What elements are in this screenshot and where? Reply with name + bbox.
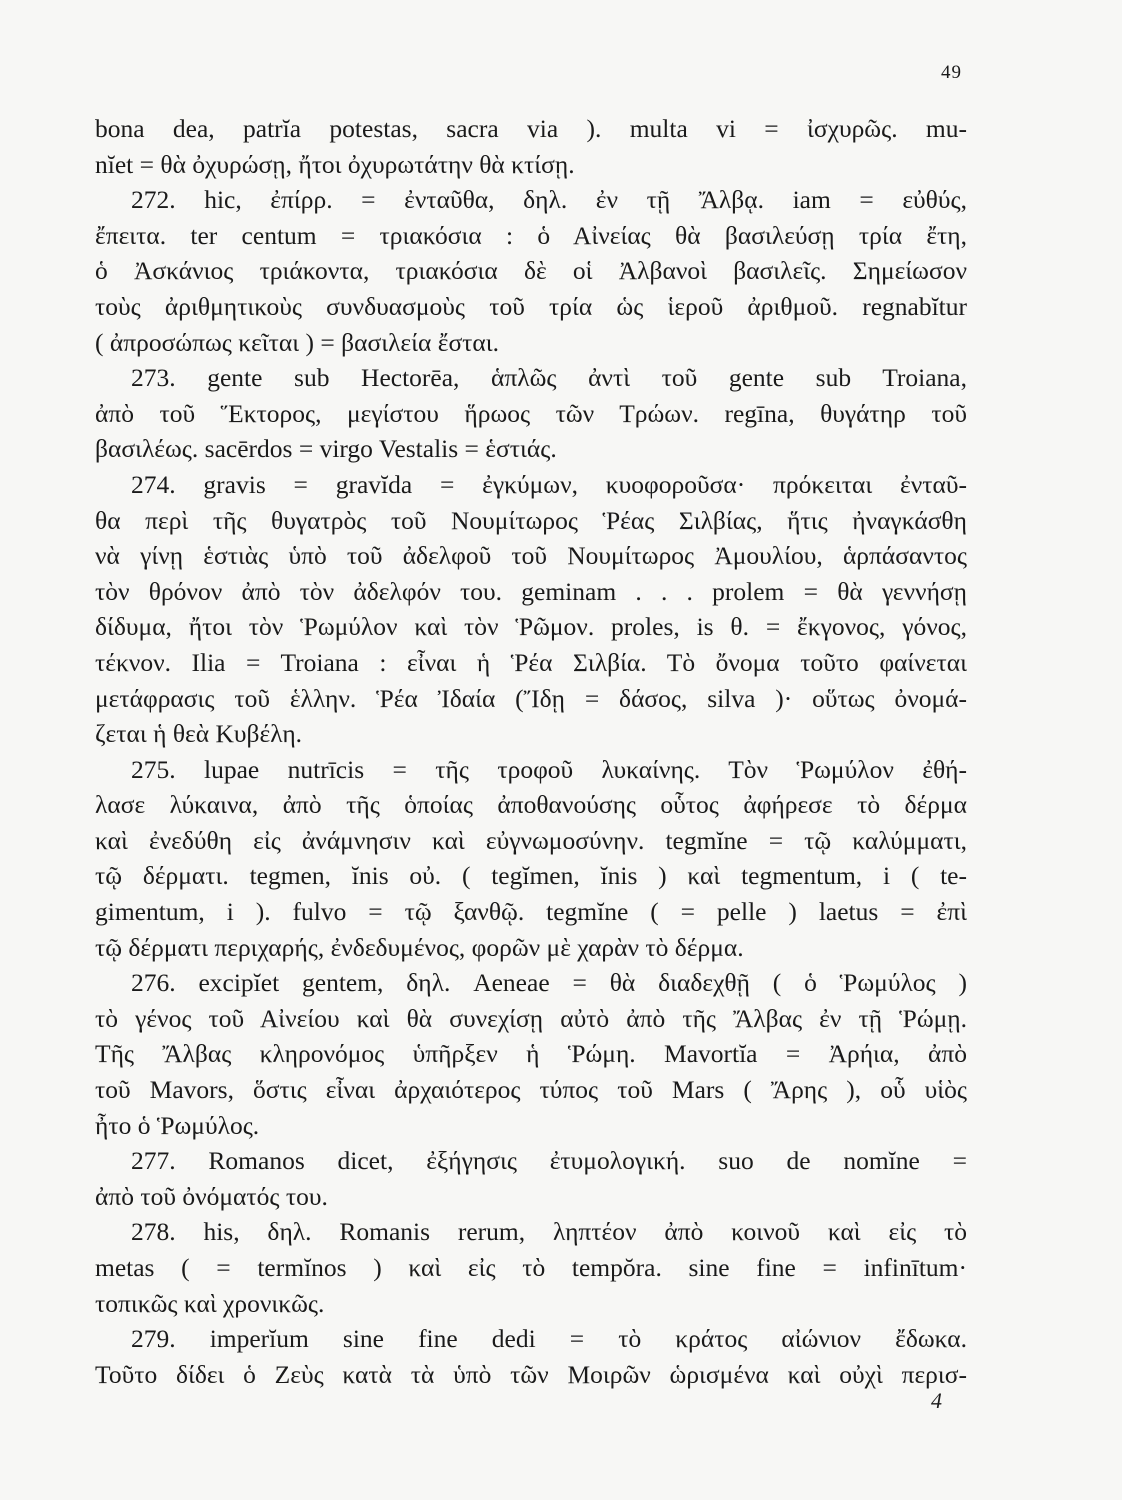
text-line: 275. lupae nutrīcis = τῆς τροφοῦ λυκαίνης. Τὸν Ῥωμύλον ἐθή-: [131, 754, 967, 784]
text-line: 279. imperĭum sine fine dedi = τὸ κράτος αἰώνιον ἔδωκα.: [131, 1324, 967, 1354]
text-line: bona dea, patrĭa potestas, sacra via ). multa vi = ἰσχυρῶς. mu-: [95, 114, 967, 143]
text-line: metas ( = termĭnos ) καὶ εἰς τὸ tempŏra. sine fine = infinītum·: [95, 1253, 967, 1282]
signature-mark: 4: [931, 1388, 942, 1413]
text-line: ἀπὸ τοῦ ὀνόματός του.: [95, 1181, 328, 1211]
text-line: 274. gravis = gravĭda = ἐγκύμων, κυοφοροῦσα· πρόκειται ἐνταῦ-: [131, 469, 967, 499]
text-line: θα περὶ τῆς θυγατρὸς τοῦ Νουμίτωρος Ῥέας Σιλβίας, ἥτις ἠναγκάσθη: [95, 505, 967, 535]
text-line: τοὺς ἀριθμητικοὺς συνδυασμοὺς τοῦ τρία ὡς ἱεροῦ ἀριθμοῦ. regnabĭtur: [95, 291, 967, 321]
text-line: καὶ ἐνεδύθη εἰς ἀνάμνησιν καὶ εὐγνωμοσύνην. tegmĭne = τῷ καλύμματι,: [95, 825, 967, 855]
text-line: 277. Romanos dicet, ἐξήγησις ἐτυμολογική. suo de nomĭne =: [131, 1146, 967, 1176]
text-line: Τοῦτο δίδει ὁ Ζεὺς κατὰ τὰ ὑπὸ τῶν Μοιρῶν ὡρισμένα καὶ οὐχὶ περισ-: [95, 1359, 967, 1389]
text-line: τῷ δέρματι. tegmen, ĭnis οὐ. ( tegĭmen, ĭnis ) καὶ tegmentum, i ( te-: [95, 861, 967, 891]
text-line: τὸ γένος τοῦ Αἰνείου καὶ θὰ συνεχίσῃ αὐτὸ ἀπὸ τῆς Ἄλβας ἐν τῇ Ῥώμῃ.: [95, 1003, 967, 1033]
text-line: τὸν θρόνον ἀπὸ τὸν ἀδελφόν του. geminam . . . prolem = θὰ γεννήσῃ: [95, 576, 967, 606]
text-line: τῷ δέρματι περιχαρής, ἐνδεδυμένος, φορῶν μὲ χαρὰν τὸ δέρμα.: [95, 932, 744, 962]
text-line: 276. excipĭet gentem, δηλ. Aeneae = θὰ διαδεχθῇ ( ὁ Ῥωμύλος ): [131, 968, 967, 998]
text-line: τοπικῶς καὶ χρονικῶς.: [95, 1288, 325, 1318]
commentary-text: [95, 111, 967, 1392]
text-line: gimentum, i ). fulvo = τῷ ξανθῷ. tegmĭne ( = pelle ) laetus = ἐπὶ: [95, 897, 967, 927]
text-line: ἔπειτα. ter centum = τριακόσια : ὁ Αἰνείας θὰ βασιλεύσῃ τρία ἔτη,: [95, 220, 967, 250]
text-line: ἦτο ὁ Ῥωμύλος.: [95, 1110, 260, 1140]
page-number: 49: [941, 62, 962, 83]
text-line: λασε λύκαινα, ἀπὸ τῆς ὁποίας ἀποθανούσης οὗτος ἀφήρεσε τὸ δέρμα: [95, 790, 967, 820]
text-line: δίδυμα, ἤτοι τὸν Ῥωμύλον καὶ τὸν Ῥῶμον. proles, is θ. = ἔκγονος, γόνος,: [95, 612, 967, 642]
text-line: ἀπὸ τοῦ Ἕκτορος, μεγίστου ἥρωος τῶν Τρώων. regīna, θυγάτηρ τοῦ: [95, 398, 967, 428]
text-line: Τῆς Ἄλβας κληρονόμος ὑπῆρξεν ἡ Ῥώμη. Mavortĭa = Ἀρήια, ἀπὸ: [95, 1039, 967, 1069]
text-line: ὁ Ἀσκάνιος τριάκοντα, τριακόσια δὲ οἱ Ἀλβανοὶ βασιλεῖς. Σημείωσον: [95, 256, 967, 286]
text-line: 278. his, δηλ. Romanis rerum, ληπτέον ἀπὸ κοινοῦ καὶ εἰς τὸ: [131, 1217, 967, 1247]
text-line: τοῦ Mavors, ὅστις εἶναι ἀρχαιότερος τύπος τοῦ Mars ( Ἄρης ), οὗ υἱὸς: [95, 1075, 967, 1105]
text-line: nĭet = θὰ ὀχυρώσῃ, ἤτοι ὀχυρωτάτην θὰ κτίσῃ.: [95, 149, 575, 179]
text-line: 273. gente sub Hectorēa, ἁπλῶς ἀντὶ τοῦ gente sub Troiana,: [131, 363, 967, 393]
text-line: ( ἀπροσώπως κεῖται ) = βασιλεία ἔσται.: [95, 327, 500, 357]
text-line: ζεται ἡ θεὰ Κυβέλη.: [95, 719, 303, 749]
text-line: τέκνον. Ilia = Troiana : εἶναι ἡ Ῥέα Σιλβία. Τὸ ὄνομα τοῦτο φαίνεται: [95, 647, 967, 677]
text-line: μετάφρασις τοῦ ἑλλην. Ῥέα Ἰδαία (Ἴδῃ = δάσος, silva )· οὕτως ὀνομά-: [95, 683, 967, 713]
text-line: νὰ γίνῃ ἑστιὰς ὑπὸ τοῦ ἀδελφοῦ τοῦ Νουμίτωρος Ἀμουλίου, ἁρπάσαντος: [95, 541, 967, 571]
text-line: βασιλέως. sacērdos = virgo Vestalis = ἑστιάς.: [95, 434, 557, 464]
text-line: 272. hic, ἐπίρρ. = ἐνταῦθα, δηλ. ἐν τῇ Ἄλβᾳ. iam = εὐθύς,: [131, 185, 967, 215]
